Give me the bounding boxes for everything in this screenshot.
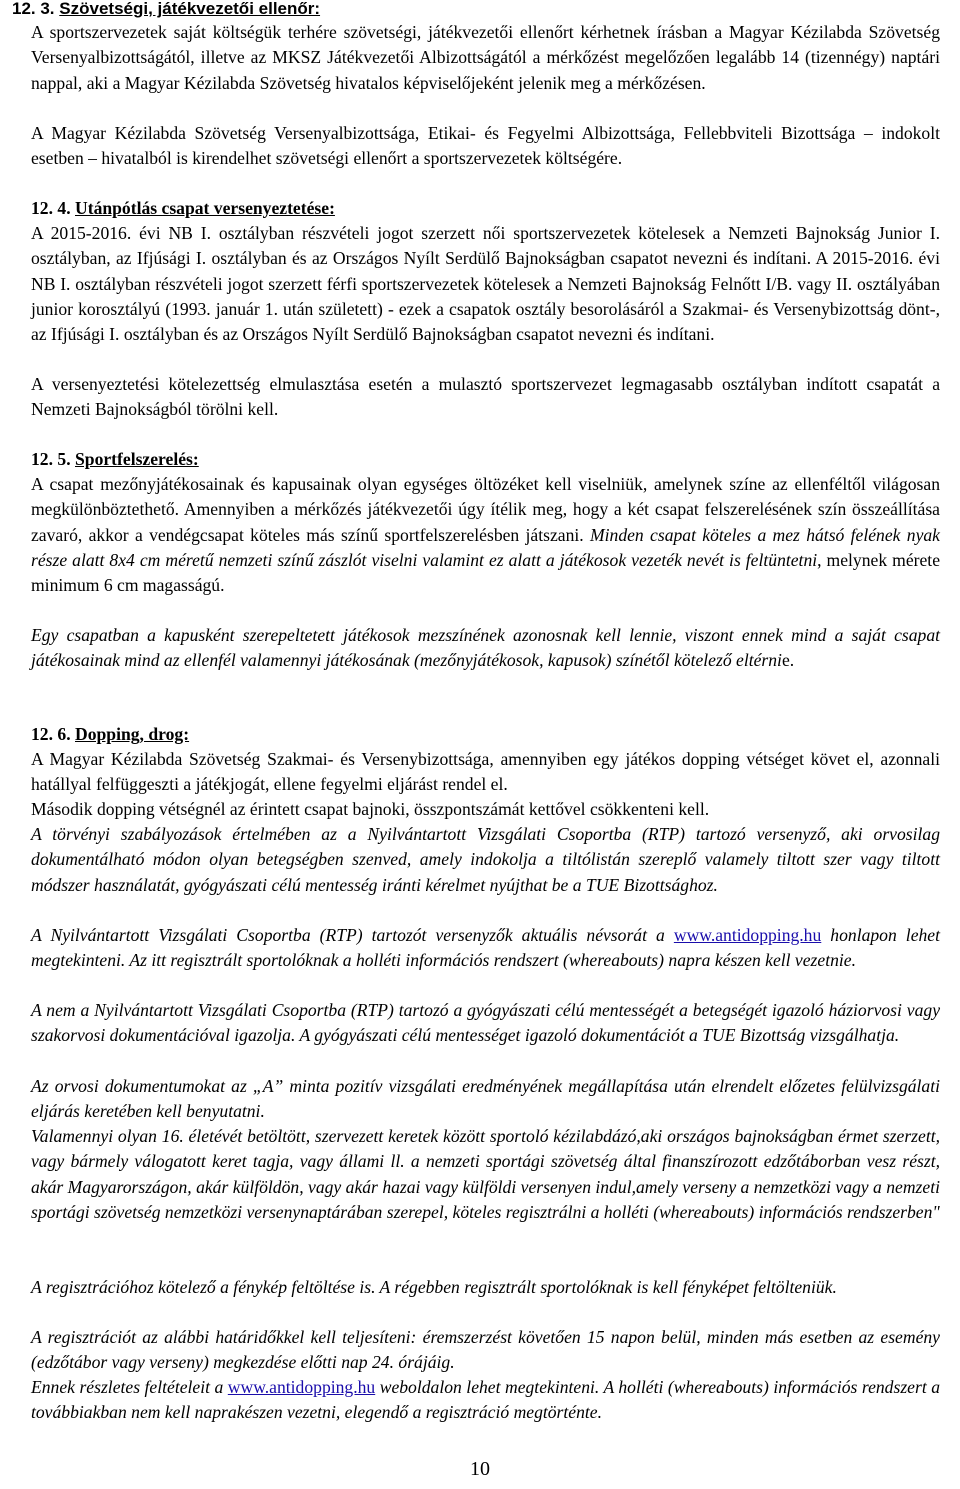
paragraph: A 2015-2016. évi NB I. osztályban részvételi jogot szerzett női sportszervezetek kötelesek a Nemzeti Bajnokság Junior I. osztályban, az Ifjúsági I. osztályban és az Országos Nyílt Serdülő Bajnokságban csapatot nevezni és indítani. A 2015-2016. évi NB I. osztályban részvételi jogot szerzett férfi sportszervezetek kötelesek a Nemzeti Bajnokság Felnőtt I/B. vagy II. osztályában junior korosztályú (1993. január 1. után született) - ezek a csapatok osztály besorolásáról a Szakmai- és Versenybizottság dönt-, az Ifjúsági I. osztályban és az Országos Nyílt Serdülő Bajnokságban csapatot nevezni és indítani. bbox=[31, 223, 940, 345]
italic-text: Egy csapatban a kapusként szerepeltetett játékosok mezszínének azonosnak kell lennie, viszont ennek mind a saját csapat játékosainak mind az ellenfél valamennyi játékosának (mezőnyjátékosok, kapusok) színétől kötelező eltérni bbox=[31, 625, 940, 671]
text: A Nyilvántartott Vizsgálati Csoportba (RTP) tartozót versenyzők aktuális névsorát a bbox=[31, 925, 674, 945]
text: e. bbox=[781, 650, 795, 671]
section-heading-12-6 bbox=[31, 722, 189, 747]
section-number: 12. 4. bbox=[31, 198, 71, 218]
section-title: Sportfelszerelés: bbox=[75, 449, 199, 469]
text: honlapon lehet megtekinteni. Az itt regisztrált sportolóknak a holléti információs rendszert (whereabouts) napra készen kell vezetnie. bbox=[31, 925, 940, 971]
section-number: 12. 5. bbox=[31, 449, 71, 469]
section-heading-12-3 bbox=[12, 0, 320, 21]
text: A csapat mezőnyjátékosainak és kapusainak olyan egységes öltözéket kell viselniük, amelynek színe az ellenféltől világosan megkülönböztethető. Amennyiben a mérkőzés játékvezetői úgy ítélik meg, hogy a két csapat felszerelésének szín összeállítása zavaró, akkor a vendégcsapat köteles más színű sportfelszerelésben játszani. bbox=[31, 474, 940, 545]
section-number: 12. 6. bbox=[31, 724, 71, 744]
paragraph: A versenyeztetési kötelezettség elmulasztása esetén a mulasztó sportszervezet legmagasabb osztályban indított csapatát a Nemzeti Bajnokságból törölni kell. bbox=[31, 374, 940, 420]
paragraph bbox=[31, 472, 940, 599]
paragraph: A regisztrációt az alábbi határidőkkel kell teljesíteni: éremszerzést követően 15 napon belül, minden más esetben az esemény (edzőtábor vagy verseny) megkezdése előtti nap 24. órájáig. bbox=[31, 1327, 940, 1373]
page-number: 10 bbox=[470, 1458, 490, 1480]
paragraph: Valamennyi olyan 16. életévét betöltött, szervezett keretek között sportoló kézilabdázó,aki országos bajnokságban érmet szerzett, vagy bármely válogatott keret tagja, vagy állami ll. a nemzeti sportági szövetség által finanszírozott edzőtáborban vesz részt, akár Magyarországon, akár külföldön, vagy akár hazai vagy külföldi versenyen indul,amely verseny a nemzetközi vagy a nemzeti sportági szövetség nemzetközi versenynaptárában szerepel, köteles regisztrálni a holléti (whereabouts) információs rendszerben" bbox=[31, 1126, 940, 1223]
paragraph: A Magyar Kézilabda Szövetség Szakmai- és Versenybizottsága, amennyiben egy játékos dopping vétséget követ el, azonnali hatállyal felfüggeszti a játékjogát, ellene fegyelmi eljárást rendel el. bbox=[31, 749, 940, 795]
paragraph: Második dopping vétségnél az érintett csapat bajnoki, összpontszámát kettővel csökkenteni kell. bbox=[31, 799, 710, 819]
paragraph bbox=[31, 923, 940, 974]
section-title: Utánpótlás csapat versenyeztetése: bbox=[75, 198, 335, 218]
paragraph: Az orvosi dokumentumokat az „A” minta pozitív vizsgálati eredményének megállapítása után elrendelt előzetes felülvizsgálati eljárás keretében kell benyutatni. bbox=[31, 1076, 940, 1122]
section-heading-12-5 bbox=[31, 447, 199, 472]
paragraph: A törvényi szabályozások értelmében az a Nyilvántartott Vizsgálati Csoportba (RTP) tartozó versenyző, aki orvosilag dokumentálható módon olyan betegségben szenved, amely indokolja a tiltólistán szereplő valamely tiltott szer vagy tiltott módszer használatát, gyógyászati célú mentesség iránti kérelmet nyújthat be a TUE Bizottsághoz. bbox=[31, 824, 940, 895]
italic-text: Minden csapat köteles a mez hátsó felének nyak része alatt 8x4 cm méretű nemzeti színű zászlót viselni valamint ez alatt a játékosok vezeték nevét is feltüntetni bbox=[31, 524, 940, 571]
text: weboldalon lehet megtekinteni. A holléti (whereabouts) információs rendszert a továbbiakban nem kell naprakészen vezetni, elegendő a regisztráció megtörténte. bbox=[31, 1377, 940, 1423]
section-number: 12. 3. bbox=[12, 0, 55, 18]
text: Ennek részletes feltételeit a bbox=[31, 1377, 228, 1397]
paragraph: A sportszervezetek saját költségük terhére szövetségi, játékvezetői ellenőrt kérhetnek írásban a Magyar Kézilabda Szövetség Versenyalbizottságától, illetve az MKSZ Játékvezetői Albizottságától a mérkőzést megelőzően legalább 14 (tizennégy) naptári nappal, aki a Magyar Kézilabda Szövetség hivatalos képviselőjeként jelenik meg a mérkőzésen. bbox=[31, 22, 940, 93]
paragraph bbox=[31, 623, 940, 674]
text: , melynek mérete minimum 6 cm magasságú. bbox=[31, 550, 940, 596]
paragraph bbox=[31, 1375, 940, 1426]
section-heading-12-4 bbox=[31, 196, 335, 221]
paragraph: A nem a Nyilvántartott Vizsgálati Csoportba (RTP) tartozó a gyógyászati célú mentességét a betegségét igazoló háziorvosi vagy szakorvosi dokumentációval igazolja. A gyógyászati célú mentességet igazoló dokumentációt a TUE Bizottság vizsgálhatja. bbox=[31, 1000, 940, 1046]
paragraph: A Magyar Kézilabda Szövetség Versenyalbizottsága, Etikai- és Fegyelmi Albizottsága, Fellebbviteli Bizottsága – indokolt esetben – hivatalból is kirendelhet szövetségi ellenőrt a sportszervezetek költségére. bbox=[31, 123, 940, 169]
paragraph: A regisztrációhoz kötelező a fénykép feltöltése is. A régebben regisztrált sportolóknak is kell fényképet feltölteniük. bbox=[31, 1277, 837, 1297]
antidopping-link[interactable]: www.antidopping.hu bbox=[227, 1377, 376, 1397]
section-title: Szövetségi, játékvezetői ellenőr: bbox=[59, 0, 321, 18]
section-title: Dopping, drog: bbox=[75, 724, 190, 744]
antidopping-link[interactable]: www.antidopping.hu bbox=[673, 925, 822, 945]
